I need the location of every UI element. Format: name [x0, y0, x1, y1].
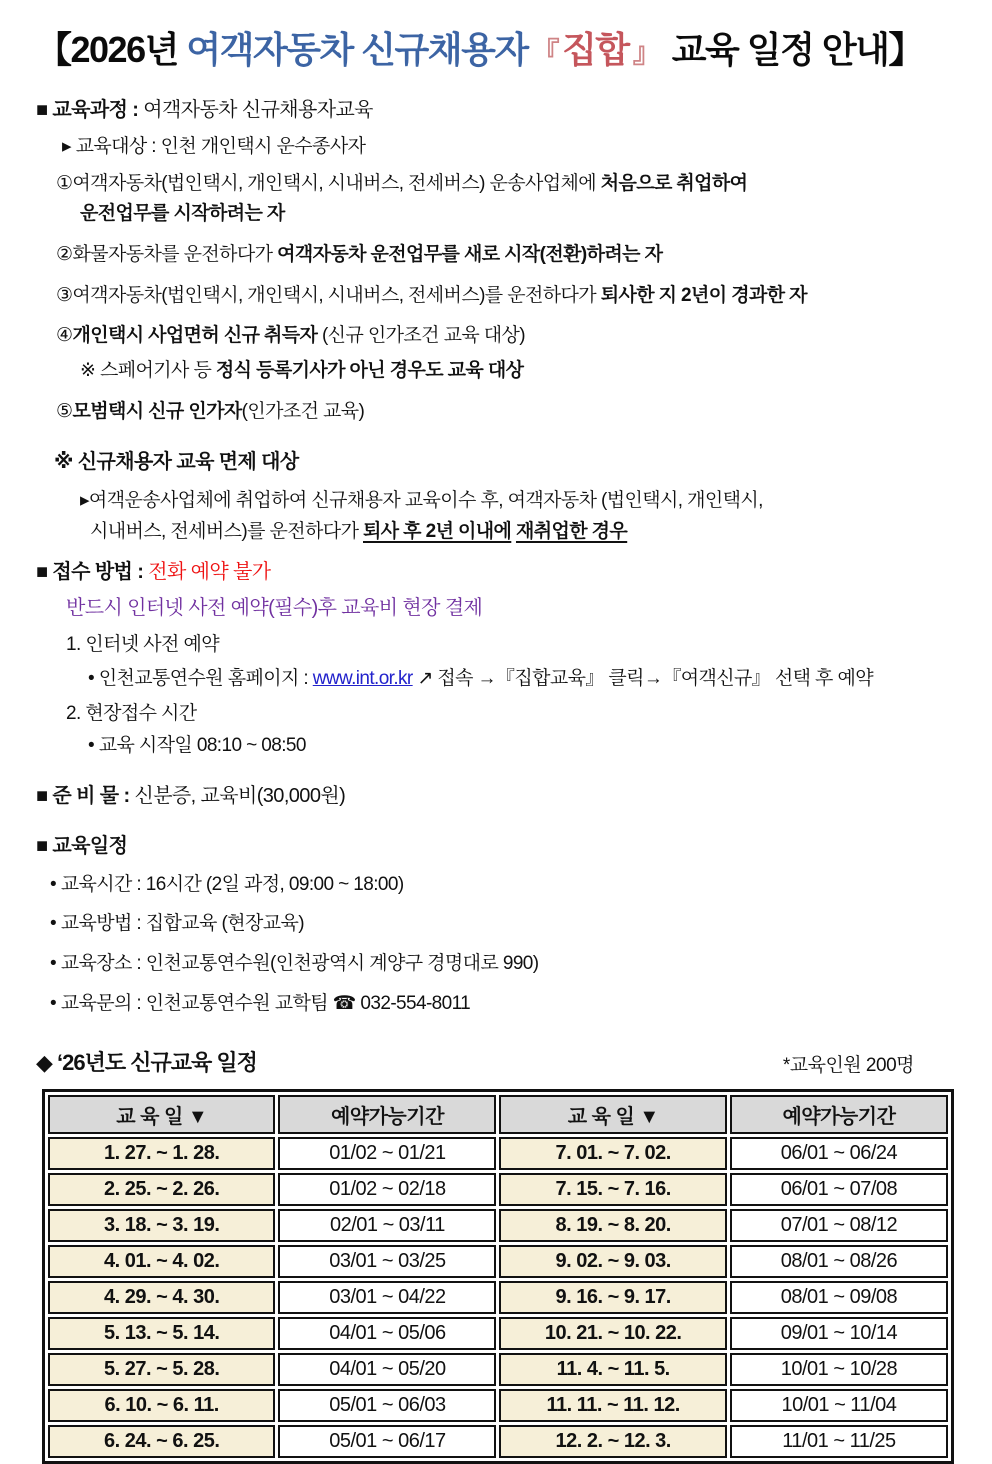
reservation-period-cell: 02/01 ~ 03/11 — [278, 1209, 496, 1242]
apply-purple-text: 반드시 인터넷 사전 예약(필수)후 교육비 현장 결제 — [66, 596, 483, 619]
header-reservation-period-1: 예약가능기간 — [278, 1095, 496, 1134]
education-date-cell: 9. 02. ~ 9. 03. — [499, 1245, 726, 1278]
item4-bold: 개인택시 사업면허 신규 취득자 — [72, 325, 318, 347]
reservation-period-cell: 11/01 ~ 11/25 — [730, 1425, 948, 1458]
header-education-date-1: 교 육 일 ▼ — [48, 1095, 275, 1134]
apply-line — [36, 559, 954, 585]
education-date-cell: 3. 18. ~ 3. 19. — [48, 1209, 275, 1242]
homepage-label: • 인천교통연수원 홈페이지 : — [88, 667, 313, 689]
reservation-period-cell: 10/01 ~ 11/04 — [730, 1389, 948, 1422]
table-row — [48, 1389, 948, 1422]
exempt-line1-text: ▸여객운송사업체에 취업하여 신규채용자 교육이수 후, 여객자동차 (법인택시, 개인택시, — [80, 489, 763, 511]
schedule-item-place-text: • 교육장소 : 인천교통연수원(인천광역시 계양구 경명대로 990) — [50, 953, 539, 974]
item4-note-bold: 정식 등록기사가 아닌 경우도 교육 대상 — [215, 360, 524, 382]
title-highlight: 집합 — [562, 29, 629, 70]
capacity-note: *교육인원 200명 — [782, 1055, 914, 1077]
reservation-period-cell: 06/01 ~ 07/08 — [730, 1173, 948, 1206]
apply-step2-detail-text: • 교육 시작일 08:10 ~ 08:50 — [88, 734, 306, 756]
table-row — [48, 1245, 948, 1278]
table-row — [48, 1425, 948, 1458]
supplies-label: ■ 준 비 물 : — [36, 784, 135, 807]
education-date-cell: 6. 24. ~ 6. 25. — [48, 1425, 275, 1458]
schedule-item-contact-text: • 교육문의 : 인천교통연수원 교학팀 ☎ 032-554-8011 — [50, 992, 471, 1014]
reservation-period-cell: 05/01 ~ 06/17 — [278, 1425, 496, 1458]
education-date-cell: 2. 25. ~ 2. 26. — [48, 1173, 275, 1206]
exempt-title — [54, 449, 954, 475]
item2-text: ②화물자동차를 운전하다가 — [56, 244, 278, 266]
education-date-cell: 8. 19. ~ 8. 20. — [499, 1209, 726, 1242]
supplies-line — [36, 783, 954, 809]
exempt-underline-1: 퇴사 후 2년 이내에 — [363, 521, 512, 543]
course-label: ■ 교육과정 : — [36, 99, 144, 121]
apply-step2-detail — [88, 734, 954, 759]
title-close-quote: 』 — [632, 37, 660, 68]
exempt-line2-pre: 시내버스, 전세버스)를 운전하다가 — [90, 521, 363, 543]
course-line — [36, 97, 954, 123]
item1-cont-bold: 운전업무를 시작하려는 자 — [80, 203, 285, 225]
header-education-date-2: 교 육 일 ▼ — [499, 1095, 726, 1134]
item4-note-pre: ※ 스페어기사 등 — [80, 360, 216, 382]
education-date-cell: 7. 01. ~ 7. 02. — [499, 1137, 726, 1170]
reservation-period-cell: 03/01 ~ 03/25 — [278, 1245, 496, 1278]
schedule-item-time — [50, 873, 954, 898]
apply-step2-text: 2. 현장접수 시간 — [66, 703, 197, 725]
reservation-period-cell: 04/01 ~ 05/20 — [278, 1353, 496, 1386]
table-header-row — [48, 1095, 948, 1134]
reservation-period-cell: 05/01 ~ 06/03 — [278, 1389, 496, 1422]
reservation-period-cell: 01/02 ~ 02/18 — [278, 1173, 496, 1206]
table-row — [48, 1173, 948, 1206]
item4-num: ④ — [56, 325, 73, 347]
homepage-instructions: ↗ 접속 →『집합교육』 클릭→『여객신규』 선택 후 예약 — [412, 667, 873, 689]
schedule-item-contact — [50, 992, 954, 1017]
item5-line — [56, 400, 954, 425]
schedule-section-title — [36, 833, 954, 859]
item4-note-line — [80, 359, 954, 384]
reservation-period-cell: 10/01 ~ 10/28 — [730, 1353, 948, 1386]
item3-text: ③여객자동차(법인택시, 개인택시, 시내버스, 전세버스)를 운전하다가 — [56, 284, 601, 306]
exempt-line1 — [80, 489, 954, 514]
target-value: 인천 개인택시 운수종사자 — [160, 136, 366, 157]
course-value: 여객자동차 신규채용자교육 — [143, 99, 373, 121]
title-suffix: 교육 일정 안내】 — [663, 29, 923, 70]
item5-num: ⑤ — [56, 400, 73, 422]
exempt-title-text: ※ 신규채용자 교육 면제 대상 — [54, 450, 299, 473]
table-row — [48, 1137, 948, 1170]
education-date-cell: 11. 11. ~ 11. 12. — [499, 1389, 726, 1422]
item3-bold: 퇴사한 지 2년이 경과한 자 — [600, 284, 807, 306]
item4-rest: (신규 인가조건 교육 대상) — [317, 325, 525, 347]
education-date-cell: 11. 4. ~ 11. 5. — [499, 1353, 726, 1386]
schedule-section-title-text: ■ 교육일정 — [36, 834, 128, 857]
schedule-item-method — [50, 912, 954, 937]
apply-step2-line — [66, 702, 954, 727]
reservation-period-cell: 01/02 ~ 01/21 — [278, 1137, 496, 1170]
education-date-cell: 4. 01. ~ 4. 02. — [48, 1245, 275, 1278]
exempt-underline-2: 재취업한 경우 — [515, 521, 628, 543]
item1-line — [56, 172, 954, 197]
schedule-table — [42, 1089, 954, 1464]
schedule-item-place — [50, 952, 954, 977]
apply-label: ■ 접수 방법 : — [36, 560, 149, 583]
item5-rest: (인가조건 교육) — [241, 400, 365, 422]
item2-bold: 여객자동차 운전업무를 새로 시작(전환)하려는 자 — [277, 244, 663, 266]
title-prefix: 【2026년 — [36, 29, 187, 70]
table-row — [48, 1317, 948, 1350]
title-subject: 여객자동차 신규채용자 — [186, 29, 528, 70]
homepage-link[interactable]: www.int.or.kr — [312, 667, 413, 689]
page-title — [36, 22, 954, 73]
education-date-cell: 9. 16. ~ 9. 17. — [499, 1281, 726, 1314]
item4-line — [56, 324, 954, 349]
title-open-quote: 『 — [531, 37, 559, 68]
apply-step1-line — [66, 633, 954, 658]
schedule-item-method-text: • 교육방법 : 집합교육 (현장교육) — [50, 913, 304, 935]
table-row — [48, 1353, 948, 1386]
education-date-cell: 6. 10. ~ 6. 11. — [48, 1389, 275, 1422]
apply-step1-detail — [88, 667, 954, 692]
reservation-period-cell: 04/01 ~ 05/06 — [278, 1317, 496, 1350]
reservation-period-cell: 08/01 ~ 09/08 — [730, 1281, 948, 1314]
target-label: ▸ 교육대상 : — [62, 136, 161, 157]
table-caption — [36, 1046, 954, 1077]
item3-line — [56, 284, 954, 309]
reservation-period-cell: 07/01 ~ 08/12 — [730, 1209, 948, 1242]
item2-line — [56, 243, 954, 268]
reservation-period-cell: 06/01 ~ 06/24 — [730, 1137, 948, 1170]
target-line — [62, 135, 954, 160]
schedule-item-time-text: • 교육시간 : 16시간 (2일 과정, 09:00 ~ 18:00) — [50, 873, 404, 895]
item1-bold: 처음으로 취업하여 — [600, 172, 748, 194]
reservation-period-cell: 03/01 ~ 04/22 — [278, 1281, 496, 1314]
header-reservation-period-2: 예약가능기간 — [730, 1095, 948, 1134]
education-date-cell: 1. 27. ~ 1. 28. — [48, 1137, 275, 1170]
exempt-line2 — [90, 520, 954, 545]
table-row — [48, 1209, 948, 1242]
supplies-value: 신분증, 교육비(30,000원) — [134, 784, 346, 807]
item5-bold: 모범택시 신규 인가자 — [72, 400, 242, 422]
education-date-cell: 5. 13. ~ 5. 14. — [48, 1317, 275, 1350]
education-date-cell: 12. 2. ~ 12. 3. — [499, 1425, 726, 1458]
reservation-period-cell: 08/01 ~ 08/26 — [730, 1245, 948, 1278]
apply-phone-forbidden: 전화 예약 불가 — [148, 560, 271, 583]
education-date-cell: 7. 15. ~ 7. 16. — [499, 1173, 726, 1206]
table-row — [48, 1281, 948, 1314]
item1-text: ①여객자동차(법인택시, 개인택시, 시내버스, 전세버스) 운송사업체에 — [56, 172, 601, 194]
education-date-cell: 4. 29. ~ 4. 30. — [48, 1281, 275, 1314]
apply-step1-text: 1. 인터넷 사전 예약 — [66, 633, 219, 655]
table-title: ◆ ‘26년도 신규교육 일정 — [36, 1050, 257, 1076]
item1-cont-line — [80, 202, 954, 227]
apply-purple-line — [66, 595, 954, 621]
education-date-cell: 10. 21. ~ 10. 22. — [499, 1317, 726, 1350]
education-date-cell: 5. 27. ~ 5. 28. — [48, 1353, 275, 1386]
reservation-period-cell: 09/01 ~ 10/14 — [730, 1317, 948, 1350]
